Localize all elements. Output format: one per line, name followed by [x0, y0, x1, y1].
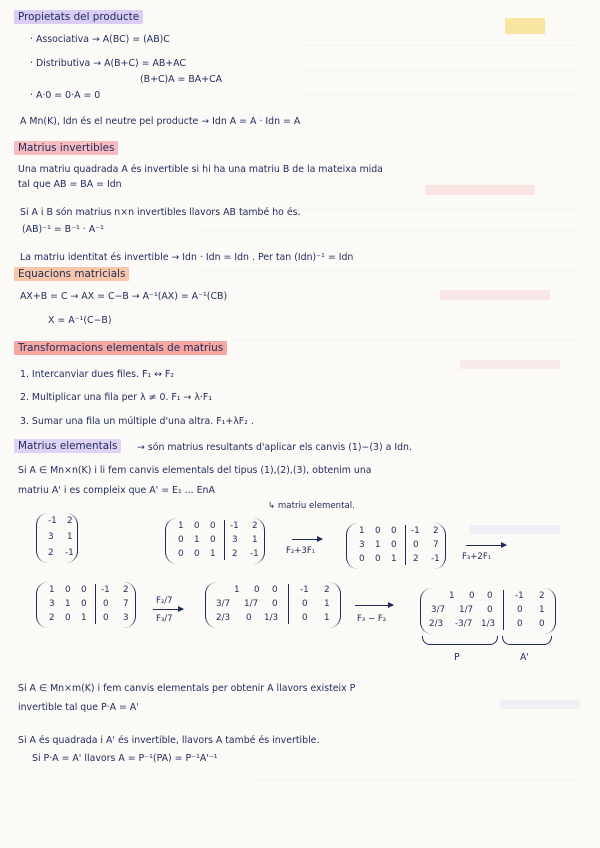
invertible-line-4: (AB)⁻¹ = B⁻¹ · A⁻¹ — [22, 224, 104, 235]
closing-line-2: invertible tal que P·A = A' — [18, 702, 139, 713]
equation-line-1: AX+B = C → AX = C−B → A⁻¹(AX) = A⁻¹(CB) — [20, 291, 228, 302]
invertible-line-5: La matriu identitat és invertible → Idn · Idn = Idn . Per tan (Idn)⁻¹ = Idn — [20, 252, 354, 263]
closing-line-3: Si A és quadrada i A' és invertible, llavors A també és invertible. — [18, 735, 320, 746]
heading-equacions: Equacions matricials — [14, 267, 129, 281]
matrix-m5: 1 0 0 3/7 1/7 0 2/3 0 1/3 -1 2 0 1 0 1 — [205, 582, 341, 628]
equation-line-2: X = A⁻¹(C−B) — [48, 315, 112, 326]
invertible-line-1: Una matriu quadrada A és invertible si hi ha una matriu B de la mateixa mida — [18, 164, 383, 175]
transform-item-2: 2. Multiplicar una fila per λ ≠ 0. F₁ → λ·F₁ — [20, 392, 213, 403]
elementals-line-2: matriu A' i es compleix que A' = E₁ ... EnA — [18, 485, 215, 496]
op1-label: F₂+3F₁ — [286, 546, 316, 556]
matrix-m4: 1 0 0 3 1 0 2 0 1 -1 2 0 7 0 3 — [36, 582, 136, 628]
prop-distributiva: · Distributiva → A(B+C) = AB+AC — [30, 58, 186, 69]
closing-line-4: Si P·A = A' llavors A = P⁻¹(PA) = P⁻¹A'⁻¹ — [32, 753, 218, 764]
op3a-label: F₂/7 — [156, 596, 173, 606]
prop-distributiva-2: (B+C)A = BA+CA — [140, 74, 223, 85]
prop-neutral: A Mn(K), Idn és el neutre pel producte → Idn A = A · Idn = A — [20, 116, 301, 127]
op4-label: F₃ − F₂ — [357, 614, 387, 624]
matrix-m3: 1 0 0 3 1 0 0 0 1 -1 2 0 7 2 -1 — [346, 523, 446, 569]
invertible-line-3: Si A i B són matrius n×n invertibles llavors AB també ho és. — [20, 207, 301, 218]
elementals-line-1: Si A ∈ Mn×n(K) i li fem canvis elementals del tipus (1),(2),(3), obtenim una — [18, 465, 372, 476]
brace-p — [422, 636, 498, 645]
op3-arrow — [153, 609, 183, 610]
op3b-label: F₃/7 — [156, 614, 173, 624]
heading-transformacions: Transformacions elementals de matrius — [14, 341, 227, 355]
brace-a-prime — [502, 636, 552, 645]
transform-item-3: 3. Sumar una fila un múltiple d'una altra. F₁+λF₂ . — [20, 416, 254, 427]
op1-arrow — [292, 539, 322, 540]
elementals-annotation: ↳ matriu elemental. — [268, 501, 355, 511]
heading-elementals: Matrius elementals — [14, 439, 121, 453]
prop-zero: · A·0 = 0·A = 0 — [30, 90, 101, 101]
op2-arrow — [466, 545, 506, 546]
op4-arrow — [355, 605, 393, 606]
matrix-m1: -1 2 3 1 2 -1 — [36, 513, 78, 563]
matrix-m2: 1 0 0 0 1 0 0 0 1 -1 2 3 1 2 -1 — [165, 518, 265, 564]
invertible-line-2: tal que AB = BA = Idn — [18, 179, 122, 190]
elementals-intro: → són matrius resultants d'aplicar els canvis (1)−(3) a Idn. — [137, 442, 412, 453]
closing-line-1: Si A ∈ Mn×m(K) i fem canvis elementals per obtenir A llavors existeix P — [18, 683, 356, 694]
heading-invertibles: Matrius invertibles — [14, 141, 118, 155]
tab-mark — [505, 18, 545, 34]
op2-label: F₃+2F₁ — [462, 552, 492, 562]
heading-propietats: Propietats del producte — [14, 10, 143, 24]
matrix-m6: 1 0 0 3/7 1/7 0 2/3 -3/7 1/3 -1 2 0 1 0 0 — [420, 588, 556, 634]
transform-item-1: 1. Intercanviar dues files. F₁ ↔ F₂ — [20, 369, 175, 380]
label-p: P — [454, 652, 460, 663]
label-a-prime: A' — [520, 652, 529, 663]
prop-associativa: · Associativa → A(BC) = (AB)C — [30, 34, 170, 45]
